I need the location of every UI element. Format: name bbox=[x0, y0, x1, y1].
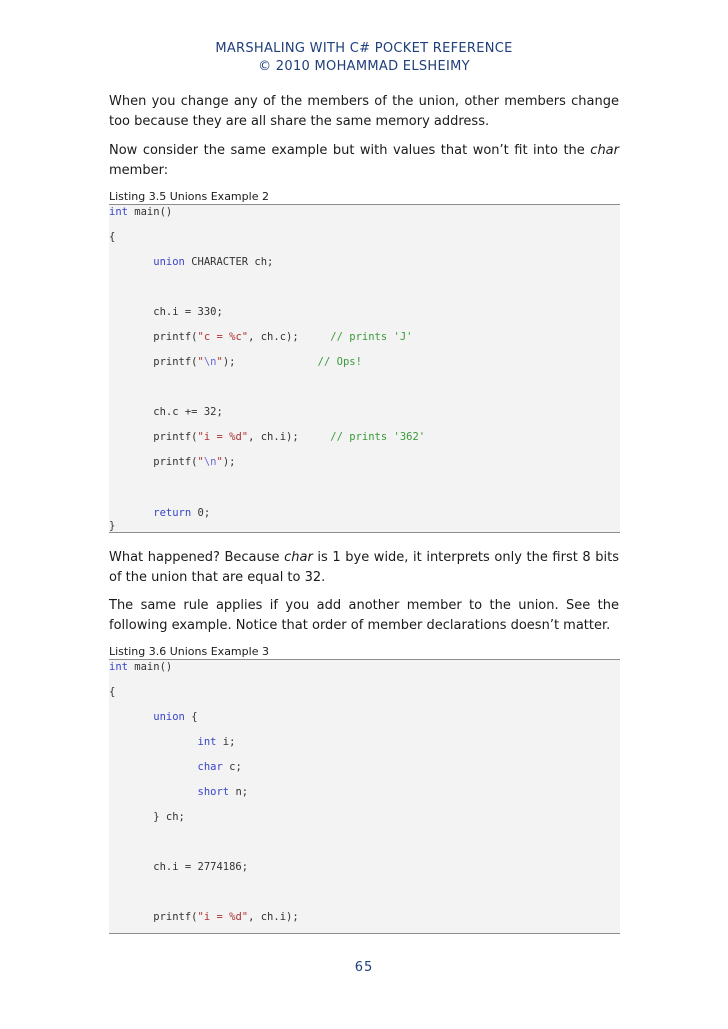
code-line: ch.i = 330; bbox=[109, 306, 223, 318]
emphasis-char: char bbox=[590, 143, 619, 158]
code-line: { bbox=[109, 686, 116, 698]
code-line: ch.i = 2774186; bbox=[109, 861, 249, 873]
listing-caption-1: Listing 3.5 Unions Example 2 bbox=[109, 190, 269, 203]
code-line: short n; bbox=[197, 786, 249, 798]
page-header bbox=[0, 40, 728, 76]
code-line: union CHARACTER ch; bbox=[153, 256, 274, 268]
code-line: } ch; bbox=[109, 811, 185, 823]
code-line: } bbox=[109, 520, 116, 532]
header-copyright: © 2010 MOHAMMAD ELSHEIMY bbox=[258, 59, 470, 74]
code-line: printf("i = %d", ch.i); bbox=[109, 911, 299, 923]
code-listing-1 bbox=[109, 204, 620, 533]
header-title: MARSHALING WITH C# POCKET REFERENCE bbox=[215, 41, 513, 56]
code-line: { bbox=[109, 231, 116, 243]
page-number: 65 bbox=[354, 960, 374, 975]
emphasis-char: char bbox=[284, 550, 313, 565]
code-listing-2 bbox=[109, 659, 620, 934]
code-line: int main() bbox=[109, 661, 173, 673]
code-line: char c; bbox=[197, 761, 242, 773]
code-line: printf("c = %c", ch.c); // prints 'J' bbox=[109, 331, 413, 343]
paragraph-4: The same rule applies if you add another member to the union. See the following example. Notice that order of member declarations doesn’t matter. bbox=[109, 598, 619, 633]
code-line: int main() bbox=[109, 206, 173, 218]
listing-caption-2: Listing 3.6 Unions Example 3 bbox=[109, 645, 269, 658]
code-line: printf("\n"); bbox=[109, 456, 236, 468]
code-line: union { bbox=[153, 711, 198, 723]
code-line: printf("\n"); // Ops! bbox=[109, 356, 362, 368]
paragraph-1: When you change any of the members of the union, other members change too because they are all share the same memory address. bbox=[109, 94, 619, 129]
code-line: int i; bbox=[197, 736, 236, 748]
code-line: printf("i = %d", ch.i); // prints '362' bbox=[109, 431, 426, 443]
paragraph-3: What happened? Because char is 1 bye wide, it interprets only the first 8 bits of the union that are equal to 32. bbox=[109, 550, 620, 585]
code-line: ch.c += 32; bbox=[109, 406, 223, 418]
paragraph-2: Now consider the same example but with values that won’t fit into the char member: bbox=[109, 143, 619, 178]
code-line: return 0; bbox=[153, 507, 211, 519]
